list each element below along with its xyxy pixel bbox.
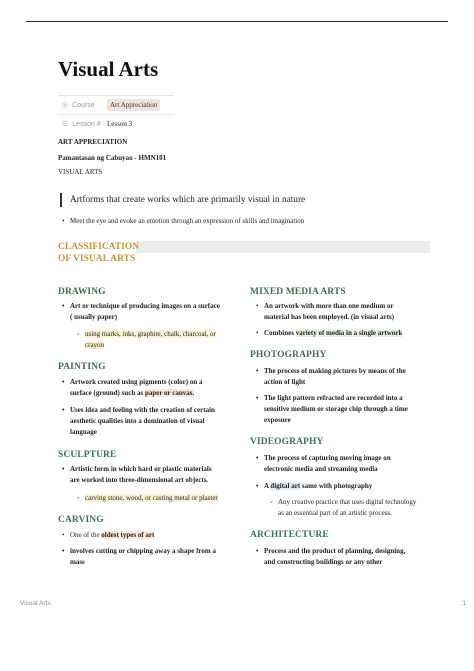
property-lesson-key: Lesson # — [72, 120, 101, 128]
property-lesson — [58, 115, 174, 133]
list-item: ◦ using marks, inks, graphite, chalk, charcoal, or crayon — [85, 329, 216, 351]
list-item: • Art or technique of producing images on a surface ( usually paper) — [70, 301, 220, 323]
heading-photography: PHOTOGRAPHY — [250, 350, 327, 360]
page-number: 1 — [462, 600, 466, 607]
list-item: • One of the oldest types of art — [70, 530, 154, 541]
classification-heading — [58, 241, 430, 265]
heading-painting: PAINTING — [58, 362, 106, 372]
meta-subject: ART APPRECIATION — [58, 138, 128, 146]
list-item: • involves cutting or chipping away a shape from a mass — [70, 546, 216, 568]
list-item: • Process and the product of planning, designing, and constructing buildings or any other — [264, 546, 405, 568]
heading-drawing: DRAWING — [58, 287, 106, 297]
callout-text: Artforms that create works which are primarily visual in nature — [70, 195, 306, 205]
properties-table — [58, 95, 174, 133]
heading-sculpture: SCULPTURE — [58, 450, 117, 460]
lesson-value[interactable]: Lesson 3 — [107, 120, 133, 128]
list-item: ◦ carving stone, wood, or casting metal or plaster — [85, 493, 218, 504]
classification-title: CLASSIFICATION OF VISUAL ARTS — [58, 242, 140, 264]
intro-bullet: • Meet the eye and evoke an emotion through an expression of skills and imagination — [70, 216, 304, 227]
list-item: • The light pattern refracted are recorded into a sensitive medium or storage chip through a time exposure — [264, 393, 408, 426]
list-item: • Combines variety of media in a single artwork — [264, 328, 402, 339]
callout-block — [58, 189, 430, 211]
property-course — [58, 96, 174, 115]
heading-carving: CARVING — [58, 515, 104, 525]
meta-school: Pamantasan ng Cabuyao - HMN101 — [58, 154, 167, 162]
callout-bar — [60, 193, 62, 207]
heading-videography: VIDEOGRAPHY — [250, 437, 324, 447]
page-title: Visual Arts — [58, 57, 159, 81]
target-icon: ◎ — [62, 102, 69, 109]
course-tag[interactable]: Art Appreciation — [107, 99, 160, 111]
list-item: • An artwork with more than one medium or material has been employed. (in visual arts) — [264, 301, 394, 323]
meta-topic: VISUAL ARTS — [58, 168, 103, 176]
property-course-key: Course — [72, 101, 95, 109]
heading-mixed-media: MIXED MEDIA ARTS — [250, 287, 346, 297]
top-rule — [26, 21, 448, 22]
list-item: • A digital art same with photography — [264, 481, 372, 492]
footer-title: Visual Arts — [20, 600, 51, 607]
list-item: • Artwork created using pigments (color) on a surface (ground) such as paper or canvas. — [70, 377, 202, 399]
list-item: ◦ Any creative practice that uses digital technology as an essential part of an artistic process. — [278, 497, 416, 519]
list-icon: ☰ — [62, 121, 69, 128]
list-item: • The process of making pictures by means of the action of light — [264, 366, 406, 388]
heading-highlight — [136, 241, 430, 253]
heading-architecture: ARCHITECTURE — [250, 530, 329, 540]
list-item: • Uses idea and feeling with the creation of certain aesthetic qualities into a domination of visual language — [70, 405, 215, 438]
list-item: • Artistic form in which hard or plastic materials are worked into three-dimensional art objects. — [70, 464, 212, 486]
list-item: • The process of capturing moving image on electronic media and streaming media — [264, 453, 391, 475]
